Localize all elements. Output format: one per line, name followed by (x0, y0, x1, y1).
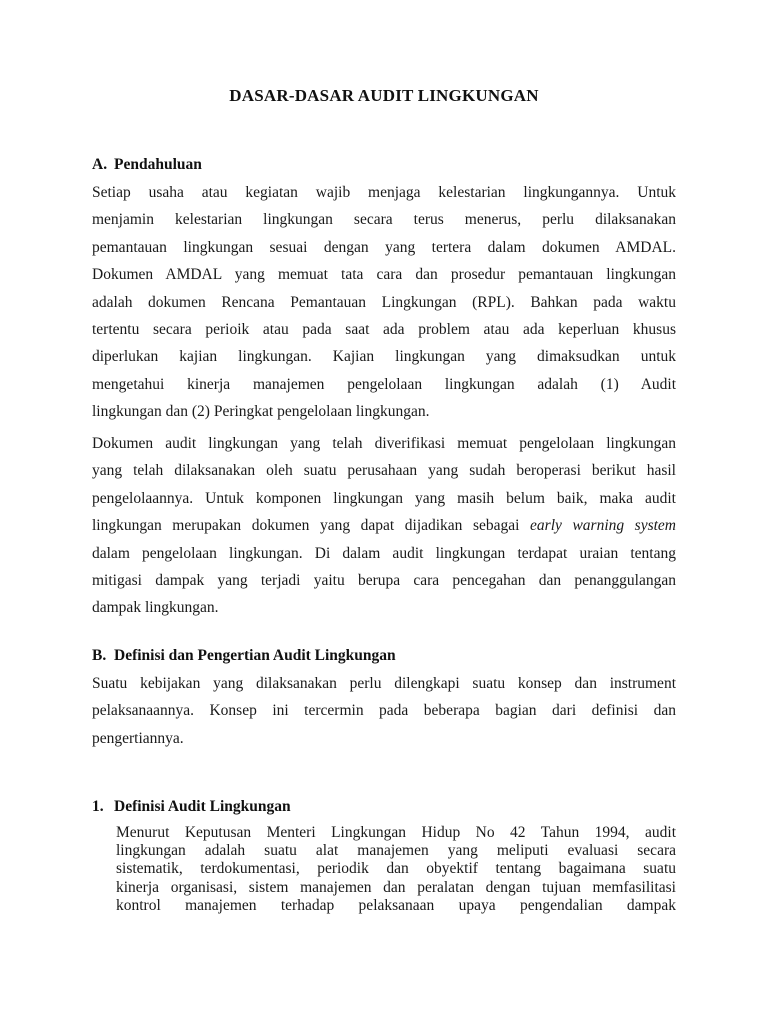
text-line: diperlukan kajian lingkungan. Kajian lingkungan yang dimaksudkan untuk (92, 348, 676, 366)
text-line: mitigasi dampak yang terjadi yaitu berupa cara pencegahan dan penanggulangan (92, 572, 676, 590)
text-line: sistematik, terdokumentasi, periodik dan obyektif tentang bagaimana suatu (116, 860, 676, 878)
italic-phrase: early warning system (530, 517, 677, 535)
subsection-1-title: Definisi Audit Lingkungan (114, 798, 291, 815)
text-line: pengertiannya. (92, 729, 184, 747)
text-line: lingkungan adalah suatu alat manajemen yang meliputi evaluasi secara (116, 842, 676, 860)
subsection-1-heading (92, 798, 291, 816)
section-b-marker: B. (92, 647, 107, 664)
section-a-paragraph-1 (92, 179, 676, 426)
text-line: mengetahui kinerja manajemen pengelolaan lingkungan adalah (1) Audit (92, 375, 676, 393)
text-line: dampak lingkungan. (92, 599, 219, 617)
section-a-marker: A. (92, 156, 108, 173)
section-b-title: Definisi dan Pengertian Audit Lingkungan (114, 647, 396, 664)
text-line: kontrol manajemen terhadap pelaksanaan upaya pengendalian dampak (116, 896, 676, 914)
subsection-1-marker: 1. (92, 798, 104, 815)
text-line-with-italic (92, 512, 676, 539)
text-line: tertentu secara perioik atau pada saat ada problem atau ada keperluan khusus (92, 321, 676, 339)
section-a-title: Pendahuluan (114, 156, 202, 173)
text-line: Dokumen AMDAL yang memuat tata cara dan prosedur pemantauan lingkungan (92, 266, 676, 284)
text-segment: lingkungan merupakan dokumen yang dapat dijadikan sebagai (92, 517, 520, 535)
document-title: DASAR-DASAR AUDIT LINGKUNGAN (229, 86, 539, 105)
text-line: dalam pengelolaan lingkungan. Di dalam audit lingkungan terdapat uraian tentang (92, 544, 676, 562)
subsection-1-paragraph-1 (116, 824, 676, 915)
text-line: adalah dokumen Rencana Pemantauan Lingkungan (RPL). Bahkan pada waktu (92, 293, 676, 311)
text-line: Suatu kebijakan yang dilaksanakan perlu dilengkapi suatu konsep dan instrument (92, 675, 676, 692)
text-line: Dokumen audit lingkungan yang telah diverifikasi memuat pengelolaan lingkungan (92, 435, 676, 452)
text-line: kinerja organisasi, sistem manajemen dan peralatan dengan tujuan memfasilitasi (116, 878, 676, 896)
text-line: pengelolaannya. Untuk komponen lingkungan yang masih belum baik, maka audit (92, 489, 676, 507)
section-b-paragraph-1 (92, 670, 676, 752)
text-line: pemantauan lingkungan sesuai dengan yang tertera dalam dokumen AMDAL. (92, 238, 676, 256)
text-line: menjamin kelestarian lingkungan secara terus menerus, perlu dilaksanakan (92, 211, 676, 229)
text-line: lingkungan dan (2) Peringkat pengelolaan lingkungan. (92, 403, 430, 421)
text-line: pelaksanaannya. Konsep ini tercermin pada beberapa bagian dari definisi dan (92, 702, 676, 720)
section-a-heading (92, 156, 202, 174)
section-a-paragraph-2 (92, 430, 676, 622)
text-line: Menurut Keputusan Menteri Lingkungan Hidup No 42 Tahun 1994, audit (116, 824, 676, 841)
text-line: Setiap usaha atau kegiatan wajib menjaga kelestarian lingkungannya. Untuk (92, 184, 676, 201)
text-line: yang telah dilaksanakan oleh suatu perusahaan yang sudah beroperasi berikut hasil (92, 462, 676, 480)
section-b-heading (92, 647, 396, 665)
